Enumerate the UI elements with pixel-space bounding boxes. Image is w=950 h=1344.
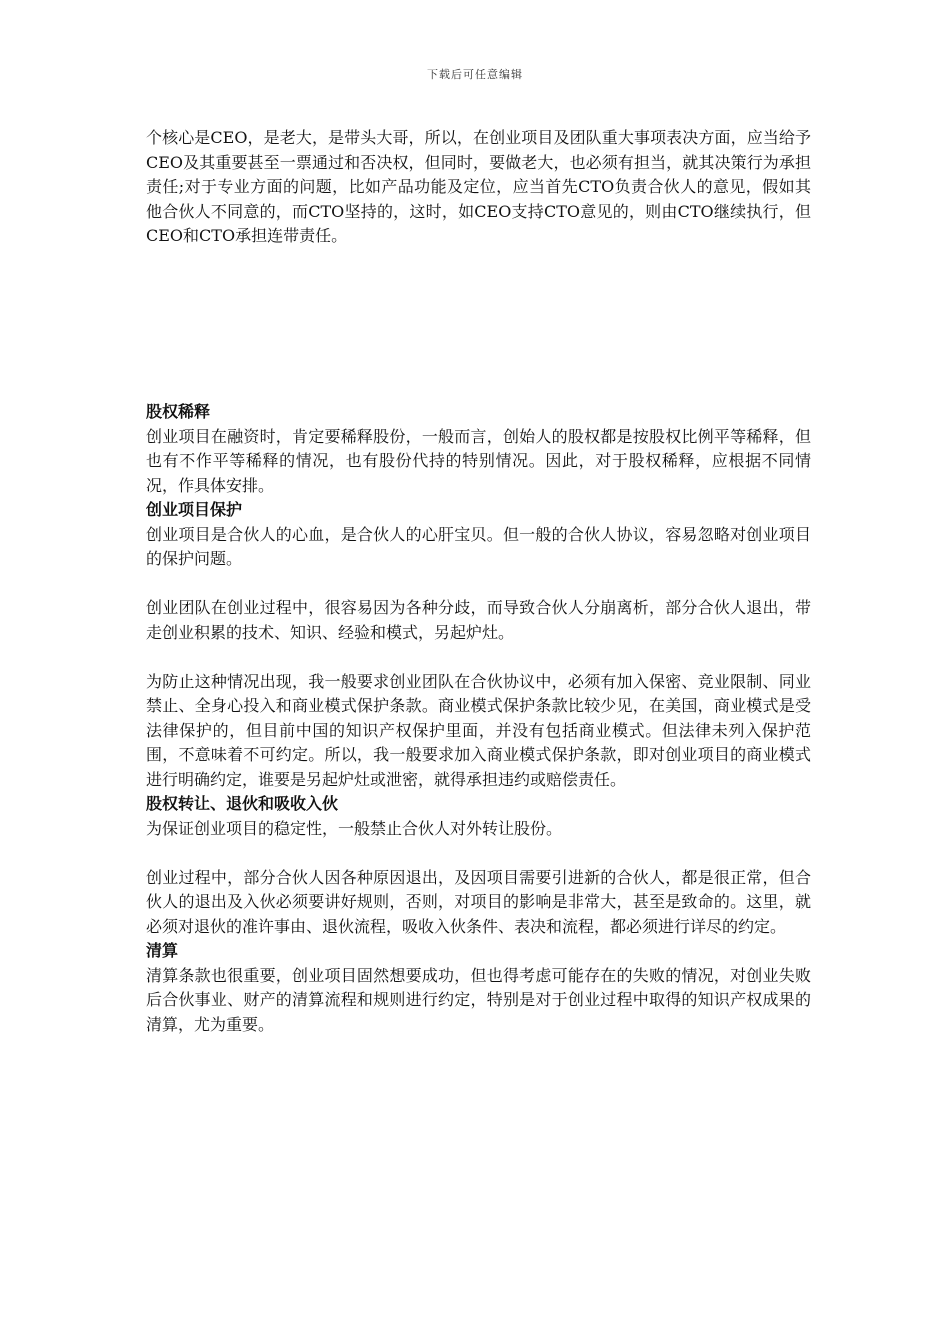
section-paragraph: 创业过程中，部分合伙人因各种原因退出，及因项目需要引进新的合伙人，都是很正常，但合伙人的退出及入伙必须要讲好规则，否则，对项目的影响是非常大，甚至是致命的。这里，就必须对退伙的准许事由、退伙流程，吸收入伙条件、表决和流程，都必须进行详尽的约定。 <box>146 867 811 936</box>
section-paragraph: 创业项目是合伙人的心血，是合伙人的心肝宝贝。但一般的合伙人协议，容易忽略对创业项目的保护问题。 <box>146 524 811 568</box>
section-heading-equity-dilution: 股权稀释 <box>146 402 211 421</box>
section-heading-equity-transfer: 股权转让、退伙和吸收入伙 <box>146 794 339 813</box>
section-paragraph: 清算条款也很重要，创业项目固然想要成功，但也得考虑可能存在的失败的情况，对创业失败后合伙事业、财产的清算流程和规则进行约定，特别是对于创业过程中取得的知识产权成果的清算，尤为重要。 <box>146 965 811 1034</box>
page-header: 下载后可任意编辑 <box>427 68 523 81</box>
section-paragraph: 创业项目在融资时，肯定要稀释股份，一般而言，创始人的股权都是按股权比例平等稀释，但也有不作平等稀释的情况，也有股份代持的特别情况。因此，对于股权稀释，应根据不同情况，作具体安排。 <box>146 426 811 495</box>
intro-paragraph: 个核心是CEO，是老大，是带头大哥，所以，在创业项目及团队重大事项表决方面，应当给予CEO及其重要甚至一票通过和否决权，但同时，要做老大，也必须有担当，就其决策行为承担责任;对于专业方面的问题，比如产品功能及定位，应当首先CTO负责合伙人的意见，假如其他合伙人不同意的，而CTO坚持的，这时，如CEO支持CTO意见的，则由CTO继续执行，但CEO和CTO承担连带责任。 <box>146 128 811 245</box>
intro-block <box>146 126 811 249</box>
paragraph-gap <box>146 645 811 670</box>
section-paragraph: 创业团队在创业过程中，很容易因为各种分歧，而导致合伙人分崩离析，部分合伙人退出，带走创业积累的技术、知识、经验和模式，另起炉灶。 <box>146 598 811 642</box>
section-paragraph: 为保证创业项目的稳定性，一般禁止合伙人对外转让股份。 <box>146 818 563 838</box>
paragraph-gap <box>146 841 811 866</box>
section-heading-project-protection: 创业项目保护 <box>146 500 243 519</box>
section-paragraph: 为防止这种情况出现，我一般要求创业团队在合伙协议中，必须有加入保密、竞业限制、同业禁止、全身心投入和商业模式保护条款。商业模式保护条款比较少见，在美国，商业模式是受法律保护的，但目前中国的知识产权保护里面，并没有包括商业模式。但法律未列入保护范围，不意味着不可约定。所以，我一般要求加入商业模式保护条款，即对创业项目的商业模式进行明确约定，谁要是另起炉灶或泄密，就得承担违约或赔偿责任。 <box>146 671 811 789</box>
paragraph-gap <box>146 572 811 597</box>
section-heading-liquidation: 清算 <box>146 941 179 960</box>
main-block <box>146 400 811 1037</box>
